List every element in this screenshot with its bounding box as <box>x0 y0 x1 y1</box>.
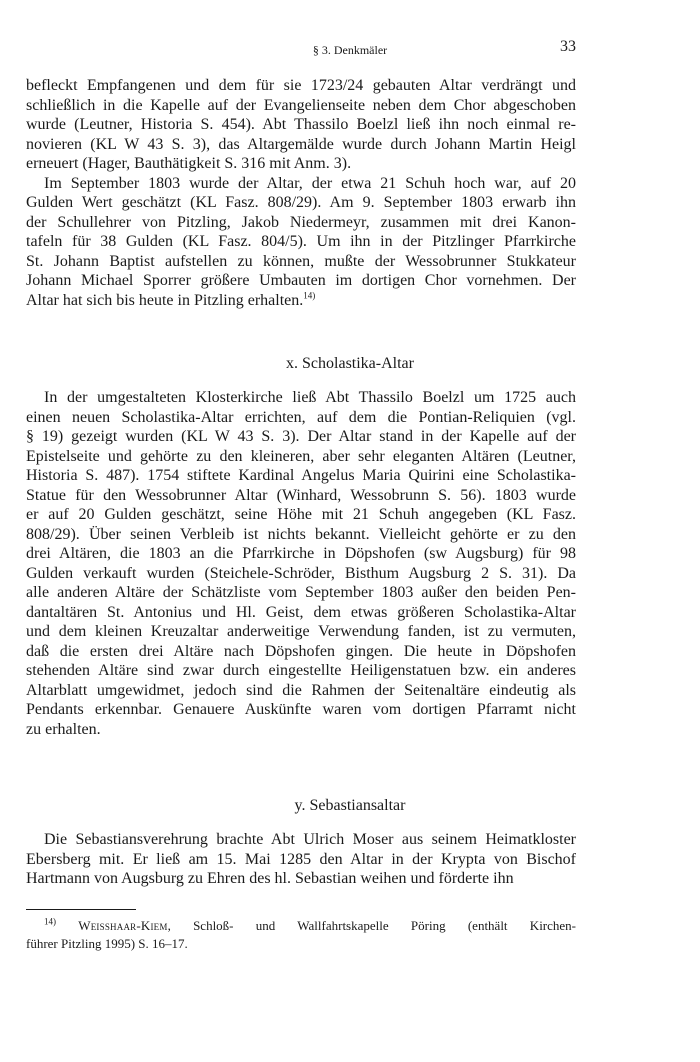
text-line <box>26 96 576 116</box>
text-line <box>26 544 576 564</box>
footnote-author: Weisshaar-Kiem <box>78 918 168 933</box>
text-line <box>26 76 576 96</box>
text-line <box>26 700 576 720</box>
text-line-content: novieren (KL W 43 S. 3), das Altargemälde wurde durch Johann Martin Heigl <box>26 135 576 153</box>
text-line-content: Historia S. 487). 1754 stiftete Kardinal Angelus Maria Quirini eine Scholastika- <box>26 467 576 484</box>
text-line <box>26 252 576 272</box>
text-line <box>26 564 576 584</box>
page-number: 33 <box>560 38 576 55</box>
text-line-content: der Schullehrer von Pitzling, Jakob Niedermeyr, zusammen mit drei Kanon- <box>26 213 576 231</box>
text-line-content: drei Altären, die 1803 an die Pfarrkirche in Döpshofen (sw Augsburg) für 98 <box>26 545 576 562</box>
text-line <box>26 388 576 408</box>
paragraph-scholastika <box>26 388 576 739</box>
text-line <box>26 271 576 291</box>
text-line <box>26 622 576 642</box>
text-line <box>26 174 576 194</box>
text-line-content: Altar hat sich bis heute in Pitzling erhalten. <box>26 291 304 309</box>
text-line-content: und dem kleinen Kreuzaltar anderweitige Verwendung fanden, ist zu vermuten, <box>26 623 576 640</box>
text-line-content: befleckt Empfangenen und dem für sie 1723/24 gebauten Altar verdrängt und <box>26 77 576 94</box>
text-line <box>26 291 576 311</box>
text-line-content: einen neuen Scholastika-Altar errichten, auf dem die Pontian-Reliquien (vgl. <box>26 408 576 426</box>
text-line-content: Hartmann von Augsburg zu Ehren des hl. Sebastian weihen und förderte ihn <box>26 870 514 887</box>
text-line-content: erneuert (Hager, Bauthätigkeit S. 316 mit Anm. 3). <box>26 155 352 172</box>
footnote-rule <box>26 909 136 910</box>
text-line <box>26 525 576 545</box>
text-line-content: Gulden verkauft wurden (Steichele-Schröder, Bisthum Augsburg 2 S. 31). Da <box>26 564 576 582</box>
text-line-content: alle anderen Altäre der Schätzliste vom September 1803 außer den beiden Pen- <box>26 584 576 601</box>
text-line-content: Altarblatt umgewidmet, jedoch sind die Rahmen der Seitenaltäre eindeutig als <box>26 681 576 699</box>
text-line <box>26 135 576 155</box>
footnote-reference[interactable]: 14) <box>303 290 316 301</box>
text-line-content: er auf 20 Gulden geschätzt, seine Höhe mit 21 Schuh angegeben (KL Fasz. <box>26 506 576 523</box>
text-line <box>26 505 576 525</box>
text-line-content: Epistelseite und gehörte zu den kleineren, aber sehr eleganten Altären (Leutner, <box>26 447 576 465</box>
text-line <box>26 115 576 135</box>
text-line <box>26 447 576 467</box>
text-line-content: § 19) gezeigt wurden (KL W 43 S. 3). Der Altar stand in der Kapelle auf der <box>26 428 576 445</box>
text-line-content: daß die ersten drei Altäre nach Döpshofen gingen. Die heute in Döpshofen <box>26 642 576 660</box>
section-heading-scholastika: x. Scholastika-Altar <box>286 355 414 372</box>
text-line-content: zu erhalten. <box>26 720 101 738</box>
footnote-text-2: führer Pitzling 1995) S. 16–17. <box>26 936 188 951</box>
text-line <box>26 154 576 174</box>
text-line-content: tafeln für 38 Gulden (KL Fasz. 804/5). Um ihn in der Pitzlinger Pfarrkirche <box>26 233 576 250</box>
paragraph-continued <box>26 76 576 174</box>
text-line-content: 808/29). Über seinen Verbleib ist nichts bekannt. Vielleicht gehörte er zu den <box>26 525 576 543</box>
text-line-content: Johann Michael Sporrer größere Umbauten im dortigen Chor vornehmen. Der <box>26 272 576 289</box>
text-line <box>26 681 576 701</box>
header-section-title: § 3. Denkmäler <box>312 43 388 57</box>
text-line <box>26 466 576 486</box>
text-line-content: St. Johann Baptist aufstellen zu können, mußte der Wessobrunner Stukkateur <box>26 252 576 270</box>
footnote-14 <box>26 917 576 953</box>
text-line-content: Die Sebastiansverehrung brachte Abt Ulrich Moser aus seinem Heimatkloster <box>44 831 576 848</box>
running-header <box>0 38 700 60</box>
text-line-content: In der umgestalteten Klosterkirche ließ Abt Thassilo Boelzl um 1725 auch <box>44 389 576 406</box>
text-line-content: dantaltären St. Antonius und Hl. Geist, dem etwas größeren Scholastika-Altar <box>26 603 576 621</box>
text-line-content: Statue für den Wessobrunner Altar (Winhard, Wessobrunn S. 56). 1803 wurde <box>26 486 576 504</box>
text-line <box>26 408 576 428</box>
text-line <box>26 232 576 252</box>
text-line <box>26 427 576 447</box>
text-line <box>26 486 576 506</box>
text-line <box>26 213 576 233</box>
text-line <box>26 850 576 870</box>
text-line <box>26 583 576 603</box>
text-line-content: wurde (Leutner, Historia S. 454). Abt Thassilo Boelzl ließ ihn noch einmal re- <box>26 116 576 133</box>
text-line-content: Ebersberg mit. Er ließ am 15. Mai 1285 den Altar in der Krypta von Bischof <box>26 850 576 868</box>
text-line-content: Im September 1803 wurde der Altar, der etwa 21 Schuh hoch war, auf 20 <box>44 174 576 192</box>
text-line <box>26 661 576 681</box>
paragraph-sebastian <box>26 830 576 889</box>
footnote-text-1: , Schloß- und Wallfahrtskapelle Pöring (enthält Kirchen- <box>167 918 577 933</box>
text-line <box>26 830 576 850</box>
text-line-content: Pendants erkennbar. Genauere Auskünfte waren vom dortigen Pfarramt nicht <box>26 701 576 718</box>
text-line <box>26 869 576 889</box>
text-line <box>26 193 576 213</box>
footnote-marker: 14) <box>44 916 56 927</box>
section-heading-sebastian: y. Sebastiansaltar <box>294 797 406 814</box>
text-line-content: schließlich in die Kapelle auf der Evangelienseite neben dem Chor abgeschoben <box>26 96 576 114</box>
text-line <box>26 603 576 623</box>
paragraph-pitzling <box>26 174 576 311</box>
text-line-content: stehenden Altäre sind zwar durch eingestellte Heiligenstatuen bzw. ein anderes <box>26 662 576 679</box>
text-line <box>26 720 576 740</box>
text-line <box>26 642 576 662</box>
text-line-content: Gulden Wert geschätzt (KL Fasz. 808/29). Am 9. September 1803 erwarb ihn <box>26 194 576 211</box>
